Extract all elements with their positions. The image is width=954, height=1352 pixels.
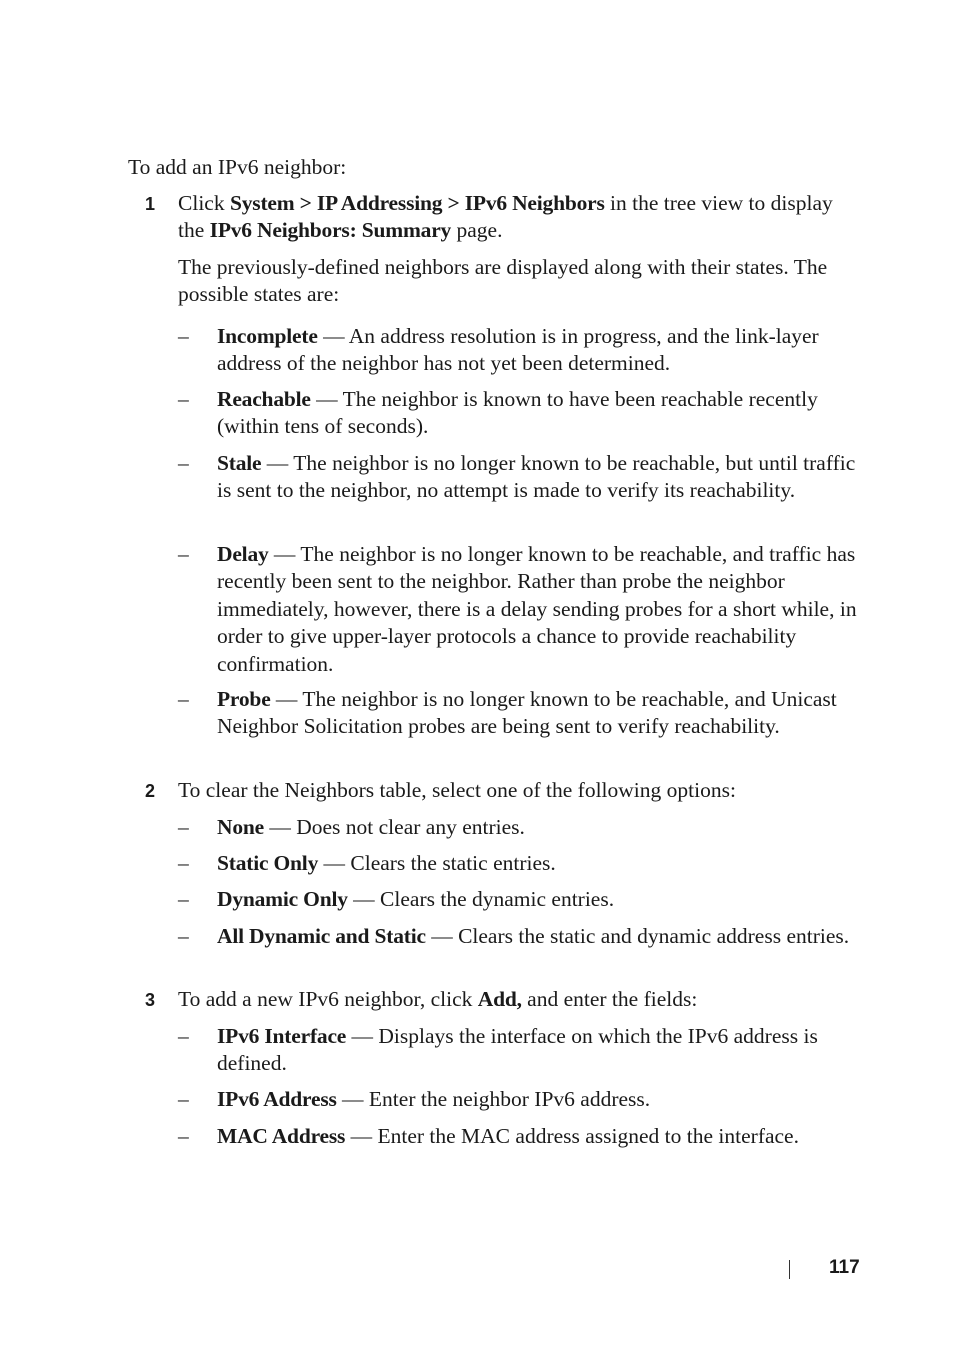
- step-note: The previously-defined neighbors are displayed along with their states. The possible states are:: [178, 255, 828, 307]
- item-description: An address resolution is in progress, and the link-layer address of the neighbor has not yet been determined.: [217, 324, 819, 376]
- item-term: None: [217, 815, 264, 839]
- dash-bullet: –: [178, 324, 189, 348]
- item-description: The neighbor is no longer known to be reachable, and Unicast Neighbor Solicitation probes are being sent to verify reachability.: [217, 687, 837, 739]
- intro-text: To add an IPv6 neighbor:: [128, 155, 347, 179]
- item-description: Clears the dynamic entries.: [380, 887, 615, 911]
- step-number: 1: [145, 194, 156, 214]
- item-description: Does not clear any entries.: [296, 815, 525, 839]
- step-paragraph: To add a new IPv6 neighbor, click Add, and enter the fields:: [178, 987, 698, 1011]
- step-number: 3: [145, 990, 156, 1010]
- dash-bullet: –: [178, 1024, 189, 1048]
- page-number: 117: [829, 1257, 860, 1278]
- item-description: The neighbor is known to have been reachable recently (within tens of seconds).: [217, 387, 818, 439]
- step-number: 2: [145, 781, 156, 801]
- page-name: IPv6 Neighbors: Summary: [209, 218, 452, 243]
- dash-bullet: –: [178, 924, 189, 948]
- item-description: Clears the static entries.: [350, 851, 556, 875]
- dash-bullet: –: [178, 542, 189, 566]
- item-description: The neighbor is no longer known to be reachable, and traffic has recently been sent to the neighbor. Rather than probe the neighbor immediately, however, there is a delay sending probes for a short while, in order to give upper-layer protocols a chance to provide reachability confirmation.: [217, 542, 857, 676]
- item-term: IPv6 Interface: [217, 1024, 347, 1048]
- step-paragraph: To clear the Neighbors table, select one of the following options:: [178, 778, 736, 802]
- item-term: Probe: [217, 687, 271, 711]
- item-description: The neighbor is no longer known to be reachable, but until traffic is sent to the neighbor, no attempt is made to verify its reachability.: [217, 451, 856, 503]
- footer-separator: [789, 1260, 790, 1279]
- item-term: Static Only: [217, 851, 319, 875]
- item-term: Dynamic Only: [217, 887, 348, 911]
- item-term: Incomplete: [217, 324, 318, 348]
- step-paragraph: Click System > IP Addressing > IPv6 Neighbors in the tree view to display the IPv6 Neighbors: Summary page.: [178, 191, 833, 243]
- dash-bullet: –: [178, 387, 189, 411]
- item-term: IPv6 Address: [217, 1087, 337, 1111]
- item-description: Enter the MAC address assigned to the interface.: [377, 1124, 799, 1148]
- add-label: Add,: [477, 987, 522, 1011]
- item-description: Displays the interface on which the IPv6 address is defined.: [217, 1024, 818, 1076]
- dash-bullet: –: [178, 1124, 189, 1148]
- dash-bullet: –: [178, 451, 189, 475]
- document-page: To add an IPv6 neighbor: 1 Click System > IP Addressing > IPv6 Neighbors in the tree view to display the IPv6 Neighbors: Summary page. The previously-defined neighbors are displayed along with their states. The possible states are: – Incomplete — An address resolution is in progress, and the link-layer address of the neighbor has not yet been determined. – Reachable — The neighbor is known to have been reachable recently (within tens of seconds). – Stale — The neighbor is no longer known to be reachable, but until traffic is sent to the neighbor, no attempt is made to verify its reachability. – Delay — The neighbor is no longer known to be reachable, and traffic has recently been sent to the neighbor. Rather than probe the neighbor immediately, however, there is a delay sending probes for a short while, in order to give upper-layer protocols a chance to provide reachability confirmation. – Probe — The neighbor is no longer known to be reachable, and Unicast Neighbor Solicitation probes are being sent to verify reachability. 2 To clear the Neighbors table, select one of the following options: – None — Does not clear any entries. – Static Only — Clears the static entries. – Dynamic Only — Clears the dynamic entries. – All Dynamic and Static — Clears the static and dynamic address entries. 3 To add a new IPv6 neighbor, click Add, and enter the fields: – IPv6 Interface — Displays the interface on which the IPv6 address is defined. – IPv6 Address — Enter the neighbor IPv6 address. – MAC Address — Enter the MAC address assigned to the interface. 117: [128, 155, 860, 1278]
- item-term: Stale: [217, 451, 262, 475]
- dash-bullet: –: [178, 887, 189, 911]
- item-term: Reachable: [217, 387, 311, 411]
- item-term: Delay: [217, 542, 269, 566]
- item-description: Enter the neighbor IPv6 address.: [368, 1087, 651, 1111]
- dash-bullet: –: [178, 815, 189, 839]
- menu-path: System > IP Addressing > IPv6 Neighbors: [229, 191, 605, 215]
- dash-bullet: –: [178, 1087, 189, 1111]
- dash-bullet: –: [178, 851, 189, 875]
- dash-bullet: –: [178, 687, 189, 711]
- item-description: Clears the static and dynamic address entries.: [458, 924, 850, 948]
- item-term: MAC Address: [217, 1124, 346, 1148]
- item-term: All Dynamic and Static: [217, 924, 426, 948]
